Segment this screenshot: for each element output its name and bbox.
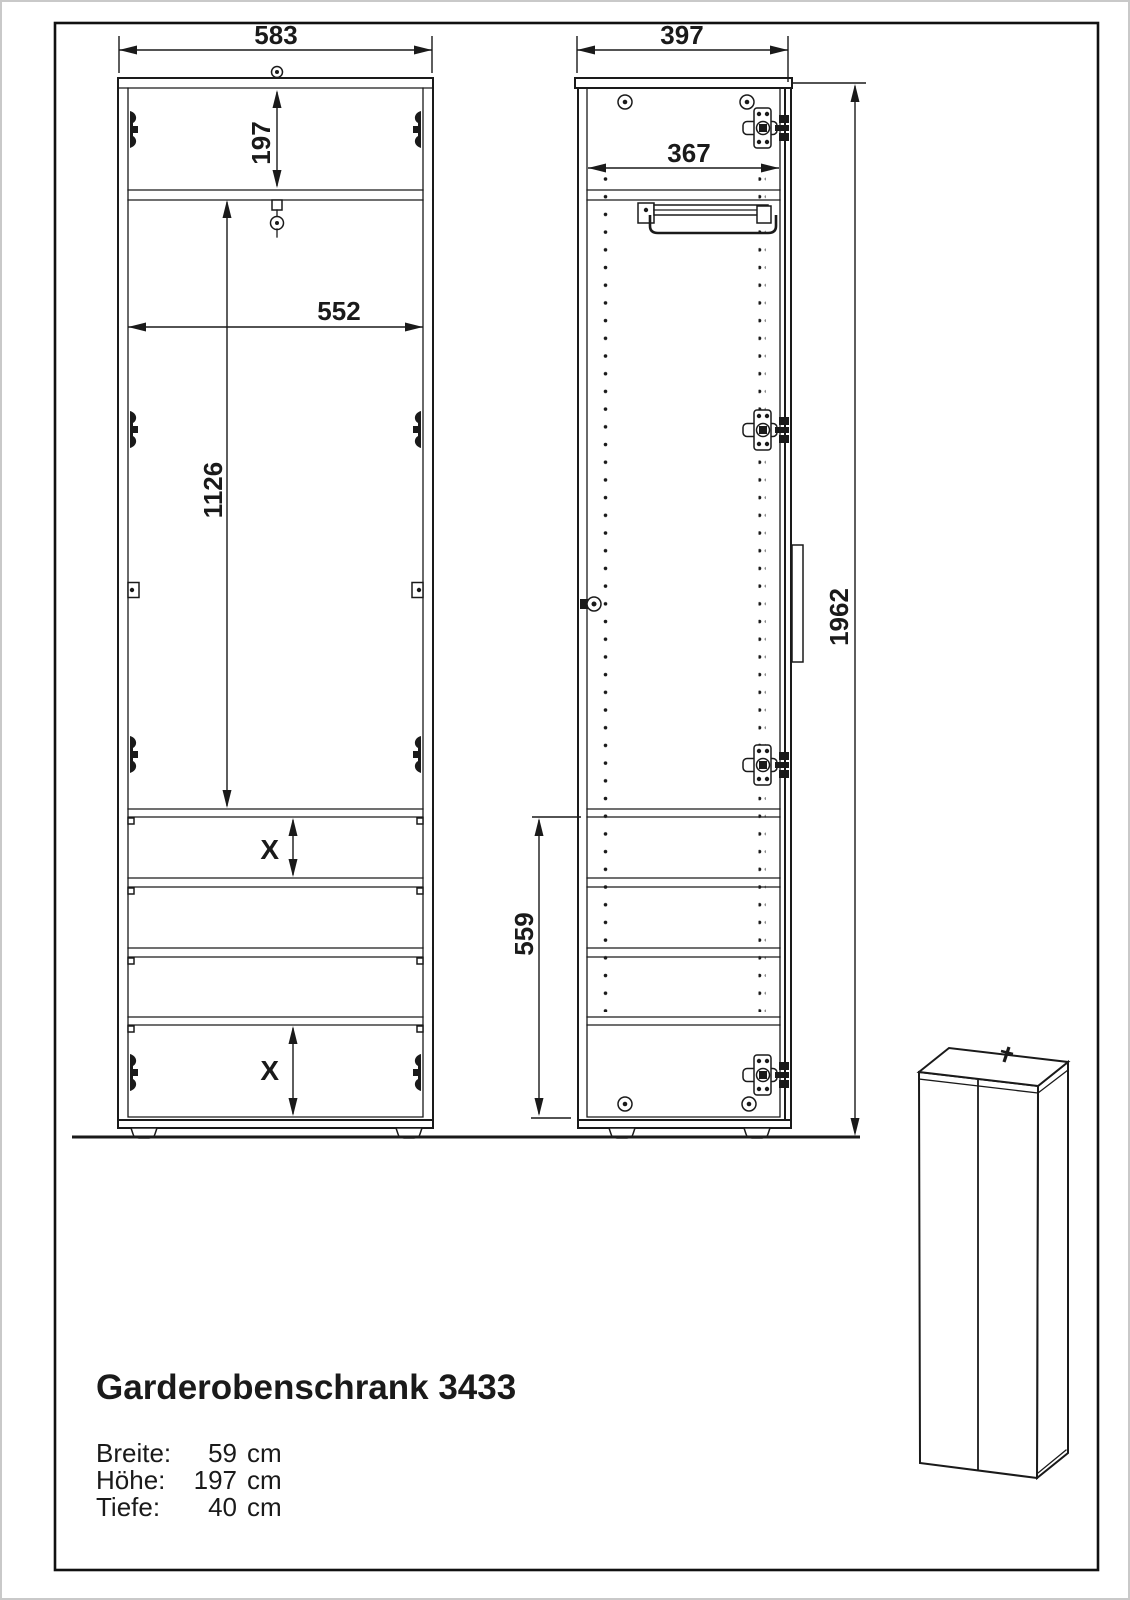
spec-label: Höhe:: [96, 1465, 166, 1495]
shelf-peg-icon: [128, 1026, 134, 1032]
shelf-peg-icon: [128, 818, 134, 824]
shelf-peg-icon: [128, 958, 134, 964]
spec-value: 197: [193, 1465, 237, 1495]
cabinet-3d-right-face: [1037, 1062, 1068, 1478]
dim-label-shelf-gap-upper: X: [260, 834, 279, 865]
dim-label-total-height: 1962: [824, 588, 854, 646]
product-title: Garderobenschrank 3433: [96, 1368, 517, 1407]
shelf-peg-icon: [128, 888, 134, 894]
dim-label-lower-section: 559: [509, 912, 539, 956]
dim-label-middle-section: 1126: [198, 461, 228, 519]
shelf-peg-icon: [417, 958, 423, 964]
spec-value: 59: [208, 1438, 237, 1468]
dim-label-total-width: 583: [254, 20, 298, 50]
shelf-peg-icon: [417, 888, 423, 894]
spec-label: Breite:: [96, 1438, 172, 1468]
screw-icon: [618, 95, 632, 109]
screw-icon: [618, 1097, 632, 1111]
cam-lock-icon: [580, 597, 601, 611]
spec-unit: cm: [247, 1465, 282, 1495]
shelf-hole-column: [604, 174, 611, 1012]
spec-label: Tiefe:: [96, 1492, 161, 1522]
spec-unit: cm: [247, 1438, 282, 1468]
cam-lock-icon: [128, 583, 139, 598]
dim-label-inner-width: 552: [317, 296, 361, 326]
door-handle: [792, 545, 803, 662]
perspective-view: [919, 1047, 1068, 1478]
screw-icon: [740, 95, 754, 109]
dim-label-inner-depth: 367: [667, 138, 711, 168]
spec-value: 40: [208, 1492, 237, 1522]
shelf-peg-icon: [417, 818, 423, 824]
dim-label-shelf-gap-lower: X: [260, 1055, 279, 1086]
keyhole-icon: [272, 67, 283, 78]
dim-label-top-section: 197: [246, 121, 276, 165]
shelf-hole-column: [759, 174, 766, 1012]
shelf-peg-icon: [417, 1026, 423, 1032]
screw-icon: [742, 1097, 756, 1111]
dim-label-total-depth: 397: [660, 20, 704, 50]
cam-lock-icon: [412, 583, 423, 598]
spec-unit: cm: [247, 1492, 282, 1522]
